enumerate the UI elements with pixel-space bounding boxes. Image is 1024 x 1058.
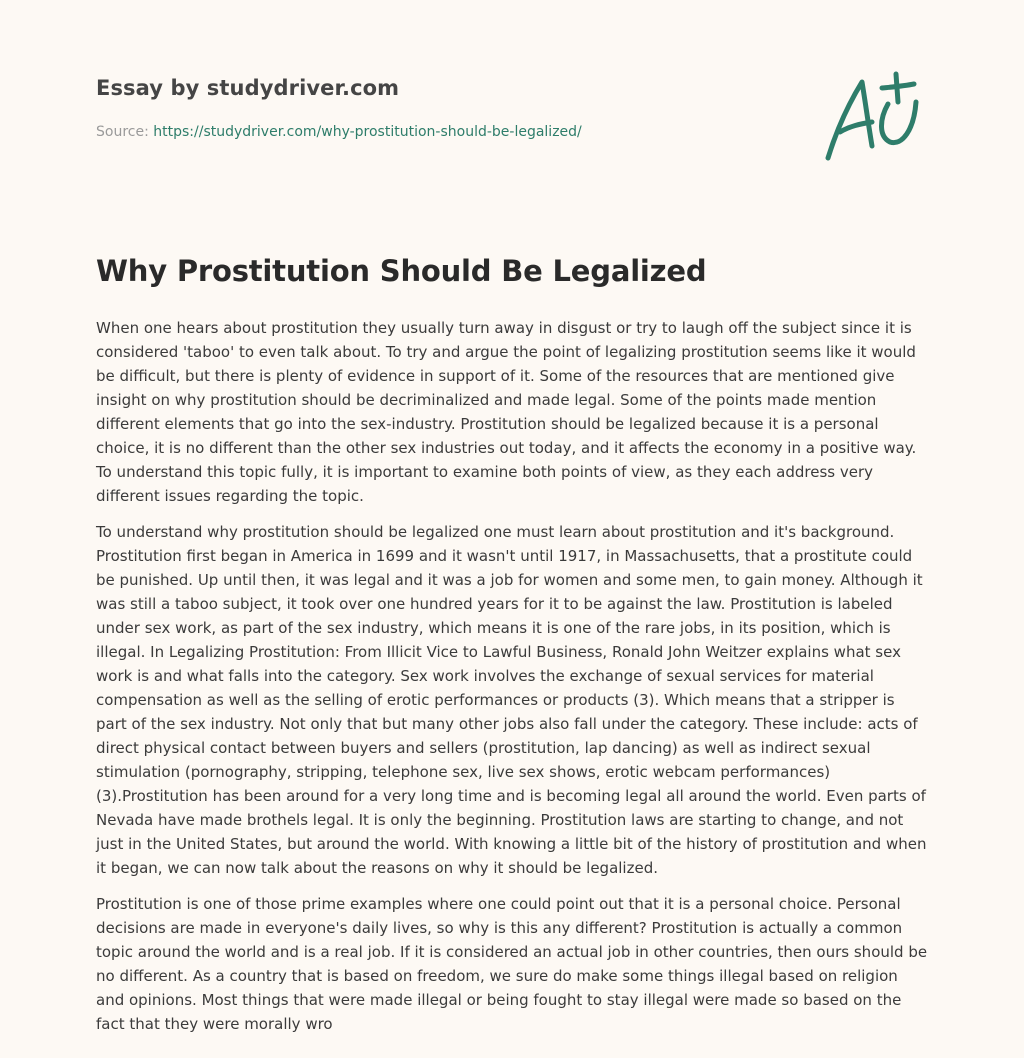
essay-paragraph: To understand why prostitution should be legalized one must learn about prostitution and it's background. Prostitution first began in America in 1699 and it wasn't until 1917, in Massachusetts, that a prostitute could be punished. Up until then, it was legal and it was a job for women and some men, to gain money. Although it was still a taboo subject, it took over one hundred years for it to be against the law. Prostitution is labeled under sex work, as part of the sex industry, which means it is one of the rare jobs, in its position, which is illegal. In Legalizing Prostitution: From Illicit Vice to Lawful Business, Ronald John Weitzer explains what sex work is and what falls into the category. Sex work involves the exchange of sexual services for material compensation as well as the selling of erotic performances or products (3). Which means that a stripper is part of the sex industry. Not only that but many other jobs also fall under the category. These include: acts of direct physical contact between buyers and sellers (prostitution, lap dancing) as well as indirect sexual stimulation (pornography, stripping, telephone sex, live sex shows, erotic webcam performances) (3).Prostitution has been around for a very long time and is becoming legal all around the world. Even parts of Nevada have made brothels legal. It is only the beginning. Prostitution laws are starting to change, and not just in the United States, but around the world. With knowing a little bit of the history of prostitution and when it began, we can now talk about the reasons on why it should be legalized. (96, 523, 927, 877)
site-brand: Essay by studydriver.com (96, 76, 400, 100)
essay-paragraph: When one hears about prostitution they usually turn away in disgust or try to laugh off the subject since it is considered 'taboo' to even talk about. To try and argue the point of legalizing prostitution seems like it would be difficult, but there is plenty of evidence in support of it. Some of the resources that are mentioned give insight on why prostitution should be decriminalized and made legal. Some of the points made mention different elements that go into the sex-industry. Prostitution should be legalized because it is a personal choice, it is no different than the other sex industries out today, and it affects the economy in a positive way. To understand this topic fully, it is important to examine both points of view, as they each address very different issues regarding the topic. (96, 319, 917, 505)
source-line (96, 124, 582, 140)
source-label: Source: (96, 124, 149, 140)
a-plus-grade-icon (818, 66, 928, 166)
essay-paragraph: Prostitution is one of those prime examples where one could point out that it is a personal choice. Personal decisions are made in everyone's daily lives, so why is this any different? Prostitution is actually a common topic around the world and is a real job. If it is considered an actual job in other countries, then ours should be no different. As a country that is based on freedom, we sure do make some things illegal based on religion and opinions. Most things that were made illegal or being fought to stay illegal were made so based on the fact that they were morally wro (96, 895, 928, 1033)
source-link[interactable]: https://studydriver.com/why-prostitution-should-be-legalized/ (153, 124, 582, 140)
essay-title: Why Prostitution Should Be Legalized (96, 254, 707, 288)
essay-body (96, 316, 928, 1048)
